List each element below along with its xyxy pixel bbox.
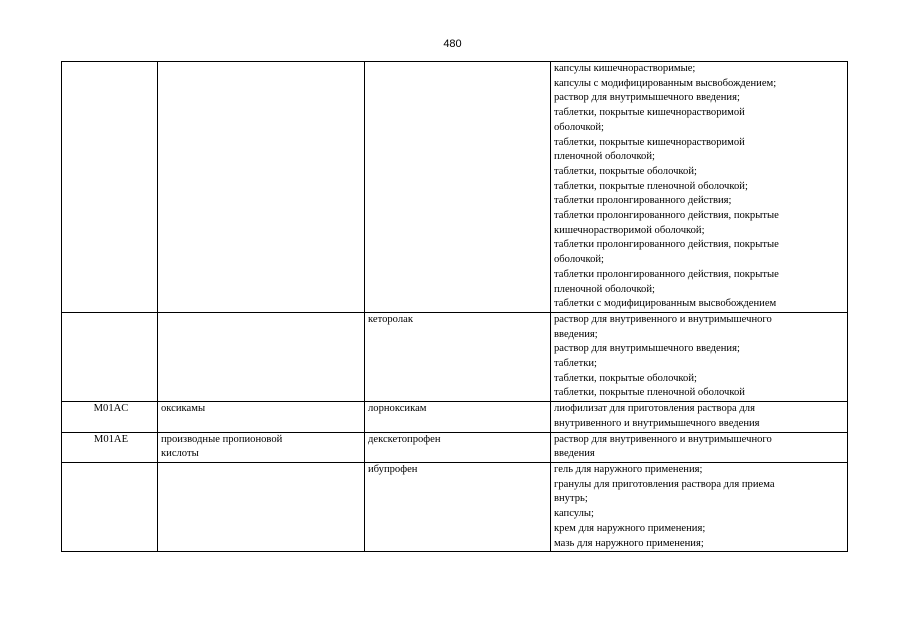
- table-row: [62, 462, 848, 551]
- group-name-line: производные пропионовой: [161, 433, 283, 445]
- dosage-form-line: лиофилизат для приготовления раствора для: [554, 403, 755, 415]
- table-row: [62, 402, 848, 432]
- group-name-cell: [158, 312, 365, 401]
- atc-code-cell: M01AC: [62, 402, 158, 432]
- atc-code-cell: M01AE: [62, 432, 158, 462]
- table-row: [62, 62, 848, 313]
- group-name-line: оксикамы: [161, 403, 206, 415]
- group-name-line: кислоты: [161, 448, 199, 460]
- atc-code-cell: [62, 62, 158, 313]
- dosage-form-line: таблетки, покрытые пленочной оболочкой: [554, 387, 745, 399]
- table-row: [62, 432, 848, 462]
- dosage-form-line: оболочкой;: [554, 121, 604, 133]
- dosage-forms-cell: [551, 312, 848, 401]
- dosage-form-line: пленочной оболочкой;: [554, 151, 655, 163]
- dosage-forms-cell: [551, 402, 848, 432]
- dosage-form-line: таблетки, покрытые пленочной оболочкой;: [554, 180, 748, 192]
- dosage-form-line: таблетки с модифицированным высвобождением: [554, 298, 777, 310]
- dosage-form-line: оболочкой;: [554, 254, 604, 266]
- group-name-cell: [158, 462, 365, 551]
- dosage-form-line: раствор для внутривенного и внутримышечного: [554, 313, 772, 325]
- dosage-form-line: гранулы для приготовления раствора для приема: [554, 478, 775, 490]
- substance-cell: декскетопрофен: [365, 432, 551, 462]
- substance-cell: ибупрофен: [365, 462, 551, 551]
- dosage-form-line: капсулы;: [554, 508, 594, 520]
- atc-code-cell: [62, 462, 158, 551]
- drug-table: [61, 61, 848, 552]
- dosage-form-line: таблетки, покрытые оболочкой;: [554, 165, 697, 177]
- dosage-form-line: таблетки пролонгированного действия;: [554, 195, 732, 207]
- group-name-cell: [158, 402, 365, 432]
- dosage-form-line: таблетки пролонгированного действия, покрытые: [554, 268, 779, 280]
- dosage-form-line: капсулы с модифицированным высвобождением;: [554, 77, 777, 89]
- dosage-form-line: введения;: [554, 328, 598, 340]
- dosage-forms-cell: [551, 462, 848, 551]
- dosage-form-line: раствор для внутримышечного введения;: [554, 92, 740, 104]
- atc-code-cell: [62, 312, 158, 401]
- dosage-form-line: таблетки, покрытые кишечнорастворимой: [554, 107, 745, 119]
- dosage-form-line: гель для наружного применения;: [554, 463, 703, 475]
- dosage-form-line: внутривенного и внутримышечного введения: [554, 417, 760, 429]
- dosage-form-line: внутрь;: [554, 493, 588, 505]
- dosage-form-line: введения: [554, 448, 595, 460]
- dosage-form-line: таблетки;: [554, 358, 597, 370]
- dosage-form-line: мазь для наружного применения;: [554, 537, 704, 549]
- dosage-form-line: крем для наружного применения;: [554, 522, 706, 534]
- substance-cell: кеторолак: [365, 312, 551, 401]
- dosage-forms-cell: [551, 62, 848, 313]
- dosage-form-line: кишечнорастворимой оболочкой;: [554, 224, 705, 236]
- dosage-form-line: раствор для внутримышечного введения;: [554, 343, 740, 355]
- dosage-form-line: таблетки, покрытые оболочкой;: [554, 372, 697, 384]
- dosage-forms-cell: [551, 432, 848, 462]
- dosage-form-line: таблетки пролонгированного действия, покрытые: [554, 210, 779, 222]
- dosage-form-line: таблетки, покрытые кишечнорастворимой: [554, 136, 745, 148]
- substance-cell: [365, 62, 551, 313]
- table-row: [62, 312, 848, 401]
- substance-cell: лорноксикам: [365, 402, 551, 432]
- page-number: 480: [443, 38, 462, 50]
- group-name-cell: [158, 432, 365, 462]
- dosage-form-line: капсулы кишечнорастворимые;: [554, 63, 696, 74]
- dosage-form-line: пленочной оболочкой;: [554, 283, 655, 295]
- dosage-form-line: таблетки пролонгированного действия, покрытые: [554, 239, 779, 251]
- dosage-form-line: раствор для внутривенного и внутримышечного: [554, 433, 772, 445]
- group-name-cell: [158, 62, 365, 313]
